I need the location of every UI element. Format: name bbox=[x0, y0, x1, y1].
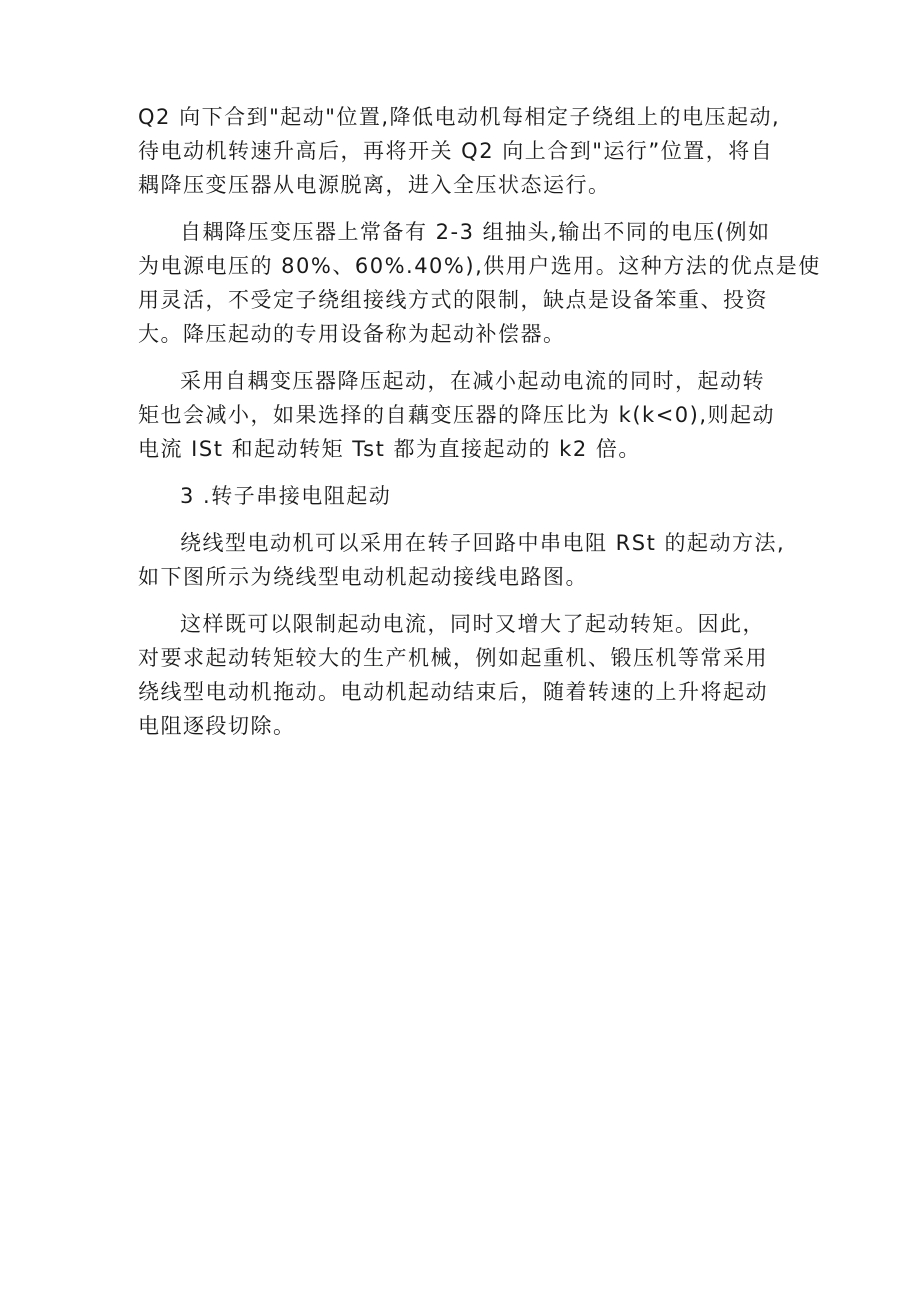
paragraph-benefits bbox=[138, 607, 798, 743]
text-line: Q2 向下合到"起动"位置,降低电动机每相定子绕组上的电压起动, bbox=[138, 105, 781, 129]
text-line: 大。降压起动的专用设备称为起动补偿器。 bbox=[138, 322, 566, 346]
text-line: 采用自耦变压器降压起动，在减小起动电流的同时，起动转 bbox=[180, 369, 765, 393]
text-line: 用灵活，不受定子绕组接线方式的限制，缺点是设备笨重、投资 bbox=[138, 288, 768, 312]
text-line: 绕线型电动机拖动。电动机起动结束后，随着转速的上升将起动 bbox=[138, 680, 768, 704]
text-line: 绕线型电动机可以采用在转子回路中串电阻 RSt 的起动方法, bbox=[180, 531, 786, 555]
text-line: 自耦降压变压器上常备有 2-3 组抽头,输出不同的电压(例如 bbox=[180, 220, 771, 244]
section-heading: 3 .转子串接电阻起动 bbox=[180, 484, 392, 508]
section-heading-rotor-resistance bbox=[138, 479, 798, 513]
paragraph-taps bbox=[138, 215, 821, 351]
paragraph-autotransformer-operation bbox=[138, 100, 798, 202]
text-line: 矩也会减小，如果选择的自藕变压器的降压比为 k(k<0),则起动 bbox=[138, 403, 776, 427]
text-line: 电流 ISt 和起动转矩 Tst 都为直接起动的 k2 倍。 bbox=[138, 437, 641, 461]
text-line: 这样既可以限制起动电流，同时又增大了起动转矩。因此， bbox=[180, 612, 765, 636]
paragraph-torque-reduction bbox=[138, 364, 798, 466]
text-line: 待电动机转速升高后，再将开关 Q2 向上合到"运行”位置，将自 bbox=[138, 139, 774, 163]
text-line: 电阻逐段切除。 bbox=[138, 714, 296, 738]
text-line: 为电源电压的 80%、60%.40%),供用户选用。这种方法的优点是使 bbox=[138, 254, 821, 278]
paragraph-wound-rotor bbox=[138, 526, 798, 594]
text-line: 耦降压变压器从电源脱离，进入全压状态运行。 bbox=[138, 173, 611, 197]
document-body bbox=[138, 100, 821, 756]
text-line: 对要求起动转矩较大的生产机械，例如起重机、锻压机等常采用 bbox=[138, 646, 768, 670]
text-line: 如下图所示为绕线型电动机起动接线电路图。 bbox=[138, 565, 588, 589]
